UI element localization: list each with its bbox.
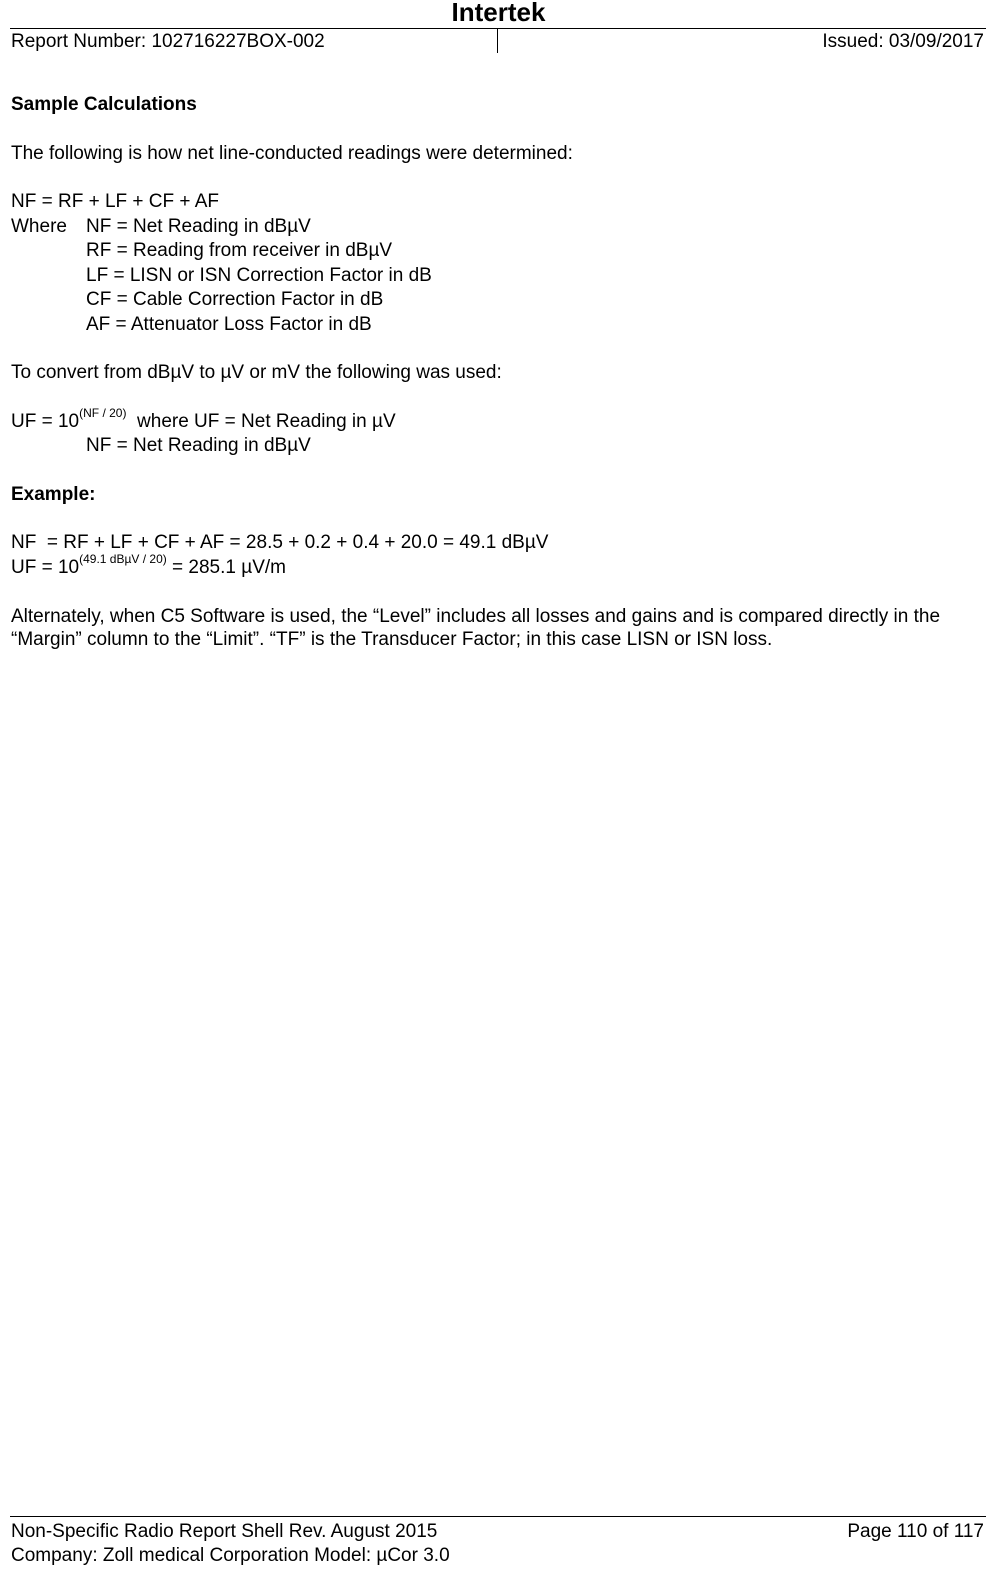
page-number: Page 110 of 117 — [847, 1521, 984, 1542]
example-uf — [11, 551, 981, 582]
intro-text: The following is how net line-conducted readings were determined: — [11, 142, 573, 164]
convert-text: To convert from dBµV to µV or mV the following was used: — [11, 362, 502, 383]
where-label: Where — [11, 215, 67, 237]
example-nf: NF = RF + LF + CF + AF = 28.5 + 0.2 + 0.4 + 20.0 = 49.1 dBµV — [11, 532, 549, 553]
definition-text: RF = Reading from receiver in dBµV — [86, 240, 393, 261]
example-uf-exponent: (49.1 dBµV / 20) — [79, 551, 167, 566]
definition-text: LF = LISN or ISN Correction Factor in dB — [86, 264, 432, 286]
example-title: Example: — [11, 483, 96, 505]
company-model: Company: Zoll medical Corporation Model: µCor 3.0 — [11, 1545, 450, 1566]
uf-suffix: where UF = Net Reading in µV — [126, 410, 396, 432]
definition-row — [11, 265, 981, 290]
report-number: Report Number: 102716227BOX-002 — [11, 31, 325, 52]
example-uf-suffix: = 285.1 µV/m — [166, 556, 286, 578]
shell-revision: Non-Specific Radio Report Shell Rev. August 2015 — [11, 1521, 438, 1542]
uf-formula — [11, 405, 981, 436]
definition-text: AF = Attenuator Loss Factor in dB — [86, 313, 372, 335]
header-divider — [497, 29, 498, 53]
example-uf-prefix: UF = 10 — [11, 556, 80, 578]
definition-row — [11, 314, 981, 339]
section-title: Sample Calculations — [11, 94, 197, 115]
footer-line-2 — [10, 1541, 986, 1565]
page-content — [11, 94, 981, 651]
definition-text: CF = Cable Correction Factor in dB — [86, 289, 384, 310]
issued-date: Issued: 03/09/2017 — [822, 31, 984, 52]
alternate-paragraph: Alternately, when C5 Software is used, the “Level” includes all losses and gains and is compared directly in the “Margin” column to the “Limit”. “TF” is the Transducer Factor; in this case LISN or ISN loss. — [11, 606, 941, 650]
definition-text: NF = Net Reading in dBµV — [86, 215, 311, 237]
report-footer — [10, 1516, 986, 1565]
uf-definition-text: NF = Net Reading in dBµV — [86, 435, 311, 456]
definition-row — [11, 289, 981, 314]
header-info-row — [10, 28, 986, 54]
uf-prefix: UF = 10 — [11, 410, 80, 432]
definition-row — [11, 216, 981, 241]
footer-line-1 — [10, 1517, 986, 1541]
definition-row — [11, 240, 981, 265]
uf-exponent: (NF / 20) — [79, 405, 127, 420]
formula: NF = RF + LF + CF + AF — [11, 191, 219, 212]
company-title: Intertek — [451, 0, 546, 27]
uf-definition — [11, 435, 981, 460]
